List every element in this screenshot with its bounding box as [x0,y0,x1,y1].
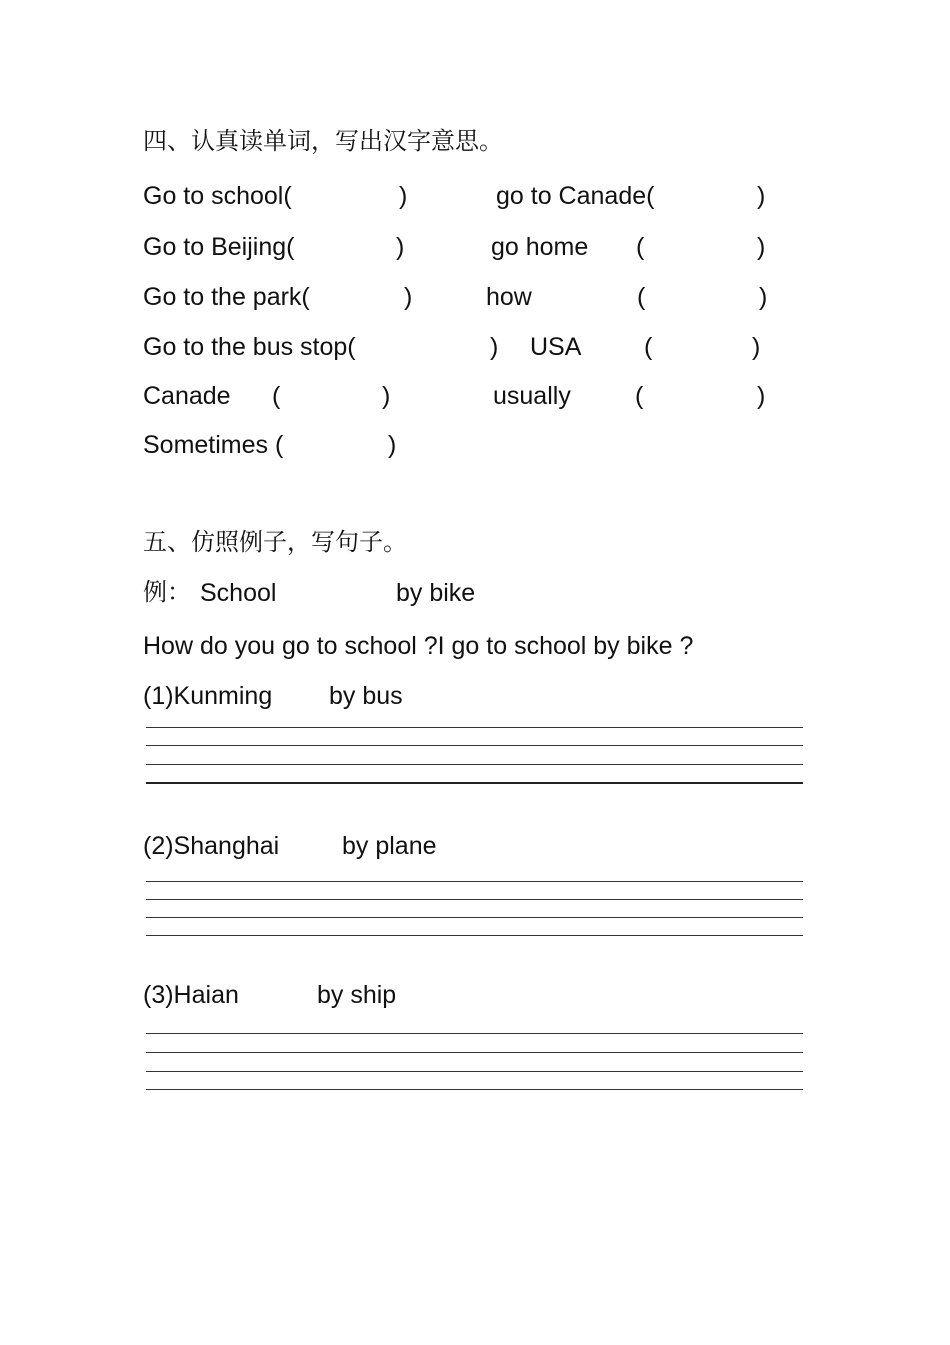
writing-line [146,782,803,784]
example-prefix: 例： [143,578,191,606]
vocab-open-paren: ( [644,333,653,361]
exercise-place: (1)Kunming [143,682,273,710]
writing-line [146,745,803,746]
vocab-term: Canade [143,382,231,410]
vocab-term: go home [491,233,589,261]
writing-line [146,1052,803,1053]
vocab-term: Go to the park( [143,283,310,311]
writing-line [146,917,803,918]
vocab-close-paren: ) [396,233,405,261]
vocab-close-paren: ) [757,182,766,210]
vocab-term: Sometimes ( [143,431,284,459]
writing-line [146,881,803,882]
vocab-close-paren: ) [757,382,766,410]
writing-line [146,727,803,728]
example-sentence: How do you go to school ?I go to school by bike ? [143,632,694,660]
section-4-heading: 四、认真读单词，写出汉字意思。 [143,127,503,155]
exercise-place: (3)Haian [143,981,239,1009]
example-place: School [200,579,277,607]
vocab-open-paren: ( [635,382,644,410]
writing-line [146,899,803,900]
exercise-transport: by plane [342,832,437,860]
vocab-close-paren: ) [399,182,408,210]
writing-line [146,935,803,936]
vocab-open-paren: ( [272,382,281,410]
example-transport: by bike [396,579,476,607]
writing-line [146,1071,803,1072]
exercise-transport: by ship [317,981,397,1009]
vocab-close-paren: ) [752,333,761,361]
vocab-term: Go to school( [143,182,292,210]
writing-line [146,1089,803,1090]
vocab-close-paren: ) [382,382,391,410]
vocab-term: USA [530,333,582,361]
vocab-close-paren: ) [490,333,499,361]
vocab-close-paren: ) [388,431,397,459]
vocab-term: Go to Beijing( [143,233,295,261]
vocab-term: Go to the bus stop( [143,333,356,361]
section-5-heading: 五、仿照例子，写句子。 [143,528,407,556]
vocab-close-paren: ) [759,283,768,311]
vocab-term: how [486,283,532,311]
writing-line [146,764,803,765]
vocab-term: go to Canade( [496,182,655,210]
writing-line [146,1033,803,1034]
vocab-open-paren: ( [636,233,645,261]
vocab-close-paren: ) [757,233,766,261]
vocab-close-paren: ) [404,283,413,311]
vocab-term: usually [493,382,571,410]
vocab-open-paren: ( [637,283,646,311]
exercise-transport: by bus [329,682,403,710]
exercise-place: (2)Shanghai [143,832,280,860]
